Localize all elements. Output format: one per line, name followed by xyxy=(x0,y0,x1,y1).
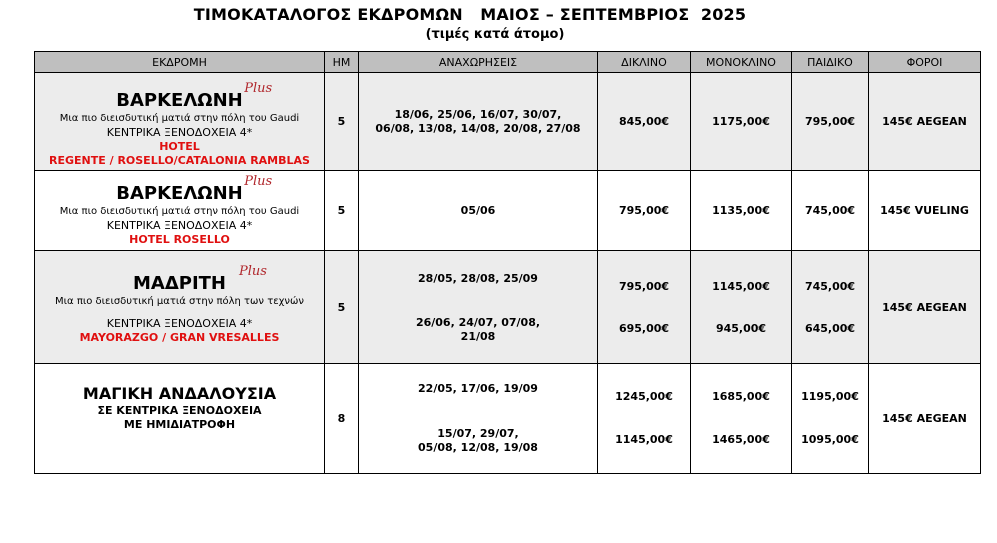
trip-hotel-names: HOTEL ROSELLO xyxy=(129,232,230,246)
departure-dates: 05/06 xyxy=(460,203,496,217)
double-price: 845,00€ xyxy=(598,73,691,171)
trip-hotels: ΚΕΝΤΡΙΚΑ ΞΕΝΟΔΟΧΕΙΑ 4* xyxy=(106,218,253,232)
departure-dates: 05/08, 12/08, 19/08 xyxy=(418,440,538,454)
days-cell: 8 xyxy=(325,364,359,474)
page-title: ΤΙΜΟΚΑΤΑΛΟΓΟΣ ΕΚΔΡΟΜΩΝ ΜΑΙΟΣ – ΣΕΠΤΕΜΒΡΙΟΣ 2025 xyxy=(193,5,747,24)
table-row xyxy=(35,364,981,474)
trip-city xyxy=(116,80,273,112)
trip-description: Μια πιο διεισδυτική ματιά στην πόλη των τεχνών xyxy=(55,296,304,307)
trip-cell xyxy=(35,364,325,474)
trip-cell xyxy=(35,73,325,171)
price-value: 1095,00€ xyxy=(801,432,859,446)
price-value: 1465,00€ xyxy=(712,432,770,446)
header-single: ΜΟΝΟΚΛΙΝΟ xyxy=(691,52,792,73)
price-value: 695,00€ xyxy=(618,321,670,335)
header-double: ΔΙΚΛΙΝΟ xyxy=(598,52,691,73)
trip-line: ΜΕ ΗΜΙΔΙΑΤΡΟΦΗ xyxy=(123,418,236,431)
departure-dates: 21/08 xyxy=(460,329,496,343)
price-value: 745,00€ xyxy=(804,279,856,293)
page-subtitle: (τιμές κατά άτομο) xyxy=(425,27,565,42)
departures-cell xyxy=(359,73,598,171)
trip-hotel-names: MAYORAZGO / GRAN VRESALLES xyxy=(79,331,280,344)
trip-description: Μια πιο διεισδυτική ματιά στην πόλη του Gaudi xyxy=(59,205,300,217)
trip-city-name: ΒΑΡΚΕΛΩΝΗ xyxy=(116,89,243,111)
taxes-cell: 145€ AEGEAN xyxy=(869,73,981,171)
departures-cell xyxy=(359,171,598,251)
trip-cell xyxy=(35,171,325,251)
departure-dates: 26/06, 24/07, 07/08, xyxy=(415,315,541,329)
table-row xyxy=(35,73,981,171)
single-price: 1135,00€ xyxy=(691,171,792,251)
double-price xyxy=(598,251,691,364)
trip-line: ΣΕ ΚΕΝΤΡΙΚΑ ΞΕΝΟΔΟΧΕΙΑ xyxy=(97,404,262,417)
trip-city xyxy=(132,264,267,295)
single-price xyxy=(691,364,792,474)
price-value: 1145,00€ xyxy=(615,432,673,446)
trip-hotel-names: REGENTE / ROSELLO/CATALONIA RAMBLAS xyxy=(49,153,310,167)
header-days: ΗΜ xyxy=(325,52,359,73)
price-value: 645,00€ xyxy=(804,321,856,335)
trip-cell xyxy=(35,251,325,364)
header-departures: ΑΝΑΧΩΡΗΣΕΙΣ xyxy=(359,52,598,73)
price-value: 1195,00€ xyxy=(801,389,859,403)
table-row xyxy=(35,171,981,251)
header-trip: ΕΚΔΡΟΜΗ xyxy=(35,52,325,73)
price-value: 1685,00€ xyxy=(712,389,770,403)
days-cell: 5 xyxy=(325,73,359,171)
days-cell: 5 xyxy=(325,251,359,364)
trip-city-name: ΜΑΔΡΙΤΗ xyxy=(132,273,226,294)
departure-dates: 06/08, 13/08, 14/08, 20/08, 27/08 xyxy=(375,121,581,135)
child-price xyxy=(792,364,869,474)
child-price: 745,00€ xyxy=(792,171,869,251)
taxes-cell: 145€ AEGEAN xyxy=(869,251,981,364)
trip-hotels: ΚΕΝΤΡΙΚΑ ΞΕΝΟΔΟΧΕΙΑ 4* xyxy=(106,317,253,330)
departures-cell xyxy=(359,251,598,364)
price-value: 795,00€ xyxy=(618,279,670,293)
table-row xyxy=(35,251,981,364)
double-price: 795,00€ xyxy=(598,171,691,251)
days-cell: 5 xyxy=(325,171,359,251)
departures-cell xyxy=(359,364,598,474)
plus-badge: Plus xyxy=(238,264,267,279)
price-value: 1245,00€ xyxy=(615,389,673,403)
table-header-row xyxy=(35,52,981,73)
single-price xyxy=(691,251,792,364)
child-price: 795,00€ xyxy=(792,73,869,171)
price-value: 1145,00€ xyxy=(712,279,770,293)
departure-dates: 28/05, 28/08, 25/09 xyxy=(418,271,538,285)
double-price xyxy=(598,364,691,474)
departure-dates: 22/05, 17/06, 19/09 xyxy=(418,381,538,395)
plus-badge: Plus xyxy=(244,173,273,189)
price-value: 945,00€ xyxy=(715,321,767,335)
departure-dates: 18/06, 25/06, 16/07, 30/07, xyxy=(394,107,562,121)
departure-dates: 15/07, 29/07, xyxy=(437,426,519,440)
trip-description: Μια πιο διεισδυτική ματιά στην πόλη του Gaudi xyxy=(59,112,300,124)
trip-city: ΜΑΓΙΚΗ ΑΝΔΑΛΟΥΣΙΑ xyxy=(82,384,277,403)
header-child: ΠΑΙΔΙΚΟ xyxy=(792,52,869,73)
taxes-cell: 145€ AEGEAN xyxy=(869,364,981,474)
price-table xyxy=(34,51,981,474)
plus-badge: Plus xyxy=(244,80,273,96)
taxes-cell: 145€ VUELING xyxy=(869,171,981,251)
single-price: 1175,00€ xyxy=(691,73,792,171)
header-taxes: ΦΟΡΟΙ xyxy=(869,52,981,73)
trip-city xyxy=(116,173,273,205)
child-price xyxy=(792,251,869,364)
trip-hotel-names: HOTEL xyxy=(159,139,200,153)
trip-hotels: ΚΕΝΤΡΙΚΑ ΞΕΝΟΔΟΧΕΙΑ 4* xyxy=(106,125,253,139)
trip-city-name: ΒΑΡΚΕΛΩΝΗ xyxy=(116,182,243,204)
